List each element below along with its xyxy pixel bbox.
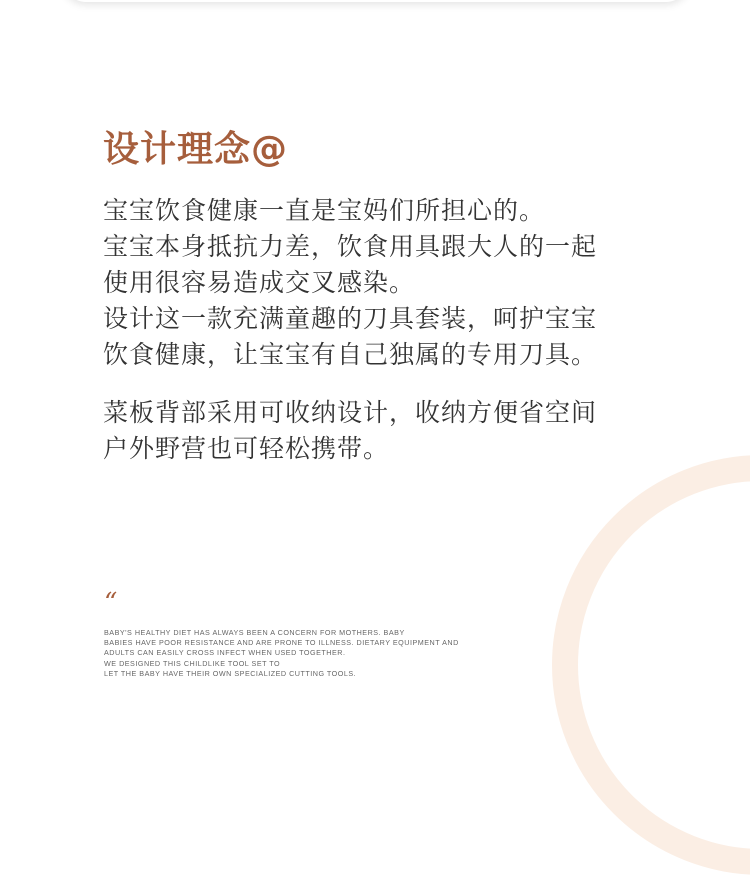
section-title: 设计理念@: [103, 129, 289, 170]
english-line: BABY'S HEALTHY DIET HAS ALWAYS BEEN A CONCERN FOR MOTHERS. BABY: [104, 628, 405, 637]
intro-line: 宝宝本身抵抗力差，饮食用具跟大人的一起: [103, 232, 598, 261]
intro-line: 饮食健康，让宝宝有自己独属的专用刀具。: [103, 340, 598, 369]
quote-mark-icon: “: [104, 588, 118, 618]
feature-line: 户外野营也可轻松携带。: [103, 434, 390, 463]
decorative-ring: [552, 455, 750, 875]
intro-line: 宝宝饮食健康一直是宝妈们所担心的。: [103, 196, 546, 225]
english-description: [104, 628, 459, 679]
intro-paragraph: [103, 193, 597, 373]
english-line: WE DESIGNED THIS CHILDLIKE TOOL SET TO: [104, 658, 281, 668]
intro-line: 使用很容易造成交叉感染。: [103, 268, 416, 297]
intro-line: 设计这一款充满童趣的刀具套装，呵护宝宝: [103, 304, 598, 333]
english-line: LET THE BABY HAVE THEIR OWN SPECIALIZED CUTTING TOOLS.: [104, 668, 357, 678]
feature-line: 菜板背部采用可收纳设计，收纳方便省空间: [103, 398, 598, 427]
top-card-edge: [62, 0, 690, 2]
english-line: BABIES HAVE POOR RESISTANCE AND ARE PRONE TO ILLNESS. DIETARY EQUIPMENT AND: [104, 638, 459, 648]
feature-paragraph: [103, 395, 597, 467]
english-line: ADULTS CAN EASILY CROSS INFECT WHEN USED TOGETHER.: [104, 648, 346, 658]
